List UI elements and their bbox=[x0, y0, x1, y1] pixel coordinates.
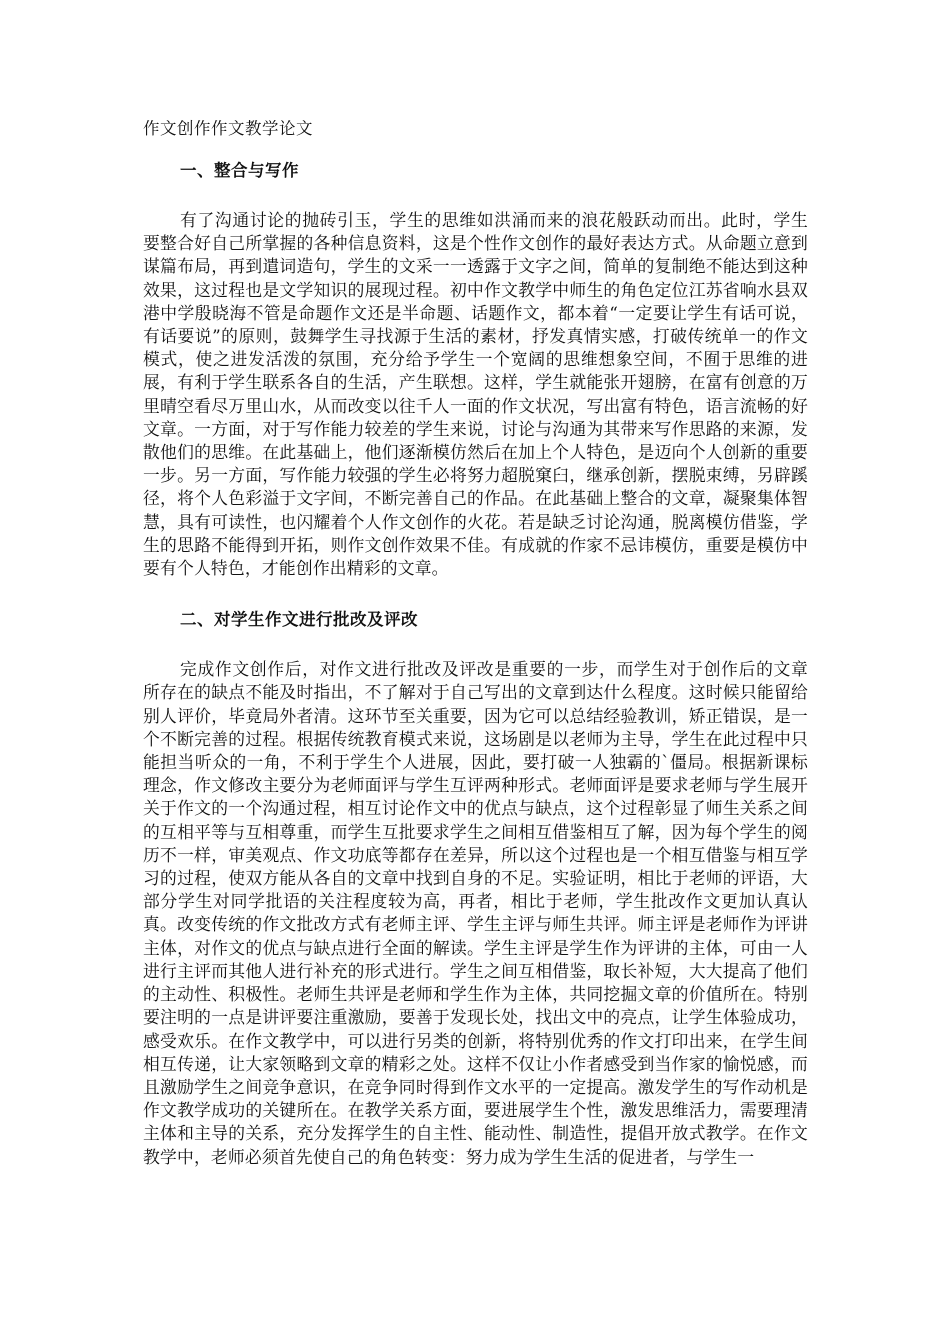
document-body bbox=[143, 117, 808, 1197]
section-heading-correction: 二、对学生作文进行批改及评改 bbox=[180, 610, 418, 630]
document-title: 作文创作作文教学论文 bbox=[143, 119, 313, 138]
section-paragraph-correction: 完成作文创作后，对作文进行批改及评改是重要的一步，而学生对于创作后的文章所存在的缺点不能及时指出，不了解对于自己写出的文章到达什么程度。这时候只能留给别人评价，毕竟局外者清。这环节至关重要，因为它可以总结经验教训，矫正错误，是一个不断完善的过程。根据传统教育模式来说，这场剧是以老师为主导，学生在此过程中只能担当听众的一角，不利于学生个人进展，因此，要打破一人独霸的`僵局。根据新课标理念，作文修改主要分为老师面评与学生互评两种形式。老师面评是要求老师与学生展开关于作文的一个沟通过程，相互讨论作文中的优点与缺点，这个过程彰显了师生关系之间的互相平等与互相尊重，而学生互批要求学生之间相互借鉴相互了解，因为每个学生的阅历不一样，审美观点、作文功底等都存在差异，所以这个过程也是一个相互借鉴与相互学习的过程，使双方能从各自的文章中找到自身的不足。实验证明，相比于老师的评语，大部分学生对同学批语的关注程度较为高，再者，相比于老师，学生批改作文更加认真认真。改变传统的作文批改方式有老师主评、学生主评与师生共评。师主评是老师作为评讲主体，对作文的优点与缺点进行全面的解读。学生主评是学生作为评讲的主体，可由一人进行主评而其他人进行补充的形式进行。学生之间互相借鉴，取长补短，大大提高了他们的主动性、积极性。老师生共评是老师和学生作为主体，共同挖掘文章的价值所在。特别要注明的一点是讲评要注重激励，要善于发现长处，找出文中的亮点，让学生体验成功，感受欢乐。在作文教学中，可以进行另类的创新，将特别优秀的作文打印出来，在学生间相互传递，让大家领略到文章的精彩之处。这样不仅让小作者感受到当作家的愉悦感，而且激励学生之间竞争意识，在竞争同时得到作文水平的一定提高。激发学生的写作动机是作文教学成功的关键所在。在教学关系方面，要进展学生个性，激发思维活力，需要理清主体和主导的关系，充分发挥学生的自主性、能动性、制造性，提倡开放式教学。在作文教学中，老师必须首先使自己的角色转变：努力成为学生生活的促进者，与学生一 bbox=[143, 659, 808, 1167]
section-paragraph-integration: 有了沟通讨论的抛砖引玉，学生的思维如洪涌而来的浪花般跃动而出。此时，学生要整合好自己所掌握的各种信息资料，这是个性作文创作的最好表达方式。从命题立意到谋篇布局，再到遣词造句，学生的文采一一透露于文字之间，简单的复制绝不能达到这种效果，这过程也是文学知识的展现过程。初中作文教学中师生的角色定位江苏省响水县双港中学殷晓海不管是命题作文还是半命题、话题作文，都本着“一定要让学生有话可说，有话要说”的原则，鼓舞学生寻找源于生活的素材，抒发真情实感，打破传统单一的作文模式，使之进发活泼的氛围，充分给予学生一个宽阔的思维想象空间，不囿于思维的进展，有利于学生联系各自的生活，产生联想。这样，学生就能张开翅膀，在富有创意的万里晴空看尽万里山水，从而改变以往千人一面的作文状况，写出富有特色，语言流畅的好文章。一方面，对于写作能力较差的学生来说，讨论与沟通为其带来写作思路的来源，发散他们的思维。在此基础上，他们逐渐模仿然后在加上个人特色，是迈向个人创新的重要一步。另一方面，写作能力较强的学生必将努力超脱窠臼，继承创新，摆脱束缚，另辟蹊径，将个人色彩溢于文字间，不断完善自己的作品。在此基础上整合的文章，凝聚集体智慧，具有可读性，也闪耀着个人作文创作的火花。若是缺乏讨论沟通，脱离模仿借鉴，学生的思路不能得到开拓，则作文创作效果不佳。有成就的作家不忌讳模仿，重要是模仿中要有个人特色，才能创作出精彩的文章。 bbox=[143, 210, 808, 579]
section-heading-integration: 一、整合与写作 bbox=[180, 161, 299, 180]
